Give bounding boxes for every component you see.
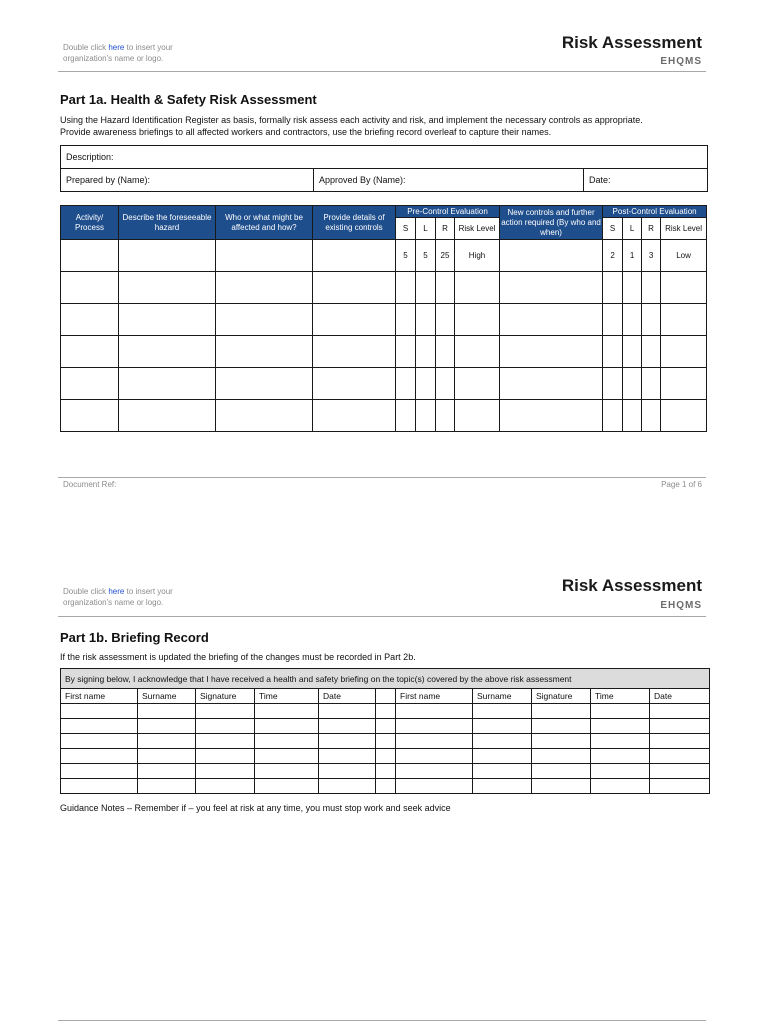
existing-controls-cell[interactable] [313,240,396,272]
insert-logo-link[interactable]: here [108,587,125,596]
header-hazard: Describe the foreseeable hazard [119,206,216,240]
header-post-risk-level: Risk Level [661,218,707,240]
table-row [61,704,710,719]
header-new-controls: New controls and further action required (By who and when) [500,206,603,240]
prepared-by-field[interactable]: Prepared by (Name): [61,169,314,192]
header-who-affected: Who or what might be affected and how? [216,206,313,240]
header-pre-r: R [436,218,455,240]
logo-placeholder-note: Double click here to insert your organization's name or logo. [63,587,173,607]
document-title: Risk Assessment [561,33,702,52]
table-row [61,368,707,400]
header-post-l: L [623,218,642,240]
table-row [61,719,710,734]
risk-assessment-table [60,205,707,432]
header-date: Date [650,689,710,704]
part-title: Part 1a. Health & Safety Risk Assessment [60,92,317,107]
header-surname: Surname [473,689,532,704]
header-pre-control: Pre-Control Evaluation [396,206,500,218]
pre-risk-level-cell[interactable]: High [455,240,500,272]
pre-r-cell[interactable]: 25 [436,240,455,272]
page-number: Page 1 of 6 [661,480,702,489]
table-row [61,779,710,794]
header-existing-controls: Provide details of existing controls [313,206,396,240]
header-rule [58,616,706,617]
header-pre-risk-level: Risk Level [455,218,500,240]
header-surname: Surname [138,689,196,704]
date-field[interactable]: Date: [584,169,708,192]
description-field[interactable]: Description: [61,146,708,169]
header-post-control: Post-Control Evaluation [603,206,707,218]
header-post-r: R [642,218,661,240]
post-risk-level-cell[interactable]: Low [661,240,707,272]
footer-rule [58,477,706,478]
document-ref: Document Ref: [63,480,117,489]
pre-l-cell[interactable]: 5 [416,240,436,272]
post-l-cell[interactable]: 1 [623,240,642,272]
header-signature: Signature [532,689,591,704]
activity-cell[interactable] [61,240,119,272]
header-pre-l: L [416,218,436,240]
table-row [61,336,707,368]
header-first-name: First name [396,689,473,704]
header-rule [58,71,706,72]
header-time: Time [591,689,650,704]
insert-logo-link[interactable]: here [108,43,125,52]
table-row [61,734,710,749]
footer-rule [58,1020,706,1021]
hazard-cell[interactable] [119,240,216,272]
who-affected-cell[interactable] [216,240,313,272]
table-row [61,240,707,272]
header-first-name: First name [61,689,138,704]
briefing-table [60,668,710,794]
header-date: Date [319,689,376,704]
intro-text: If the risk assessment is updated the briefing of the changes must be recorded in Part 2b. [60,652,416,662]
table-row [61,400,707,432]
post-s-cell[interactable]: 2 [603,240,623,272]
pre-s-cell[interactable]: 5 [396,240,416,272]
document-title: Risk Assessment [561,576,702,595]
approved-by-field[interactable]: Approved By (Name): [314,169,584,192]
new-controls-cell[interactable] [500,240,603,272]
guidance-notes: Guidance Notes – Remember if – you feel at risk at any time, you must stop work and seek advice [60,803,451,813]
document-subtitle: EHQMS [660,56,702,67]
logo-placeholder-note: Double click here to insert your organization's name or logo. [63,43,173,63]
table-row [61,749,710,764]
header-signature: Signature [196,689,255,704]
post-r-cell[interactable]: 3 [642,240,661,272]
acknowledgement-notice: By signing below, I acknowledge that I have received a health and safety briefing on the topic(s) covered by the above risk assessment [61,669,710,689]
intro-text: Using the Hazard Identification Register as basis, formally risk assess each activity and risk, and implement the necessary controls as appropriate. Provide awareness briefings to all affected workers and contractors, use the briefing record overleaf to capture their names. [60,115,643,137]
header-time: Time [255,689,319,704]
table-row [61,304,707,336]
details-table [60,145,708,192]
table-row [61,764,710,779]
document-subtitle: EHQMS [660,600,702,611]
header-pre-s: S [396,218,416,240]
part-title: Part 1b. Briefing Record [60,630,209,645]
header-activity: Activity/ Process [61,206,119,240]
table-row [61,272,707,304]
header-post-s: S [603,218,623,240]
